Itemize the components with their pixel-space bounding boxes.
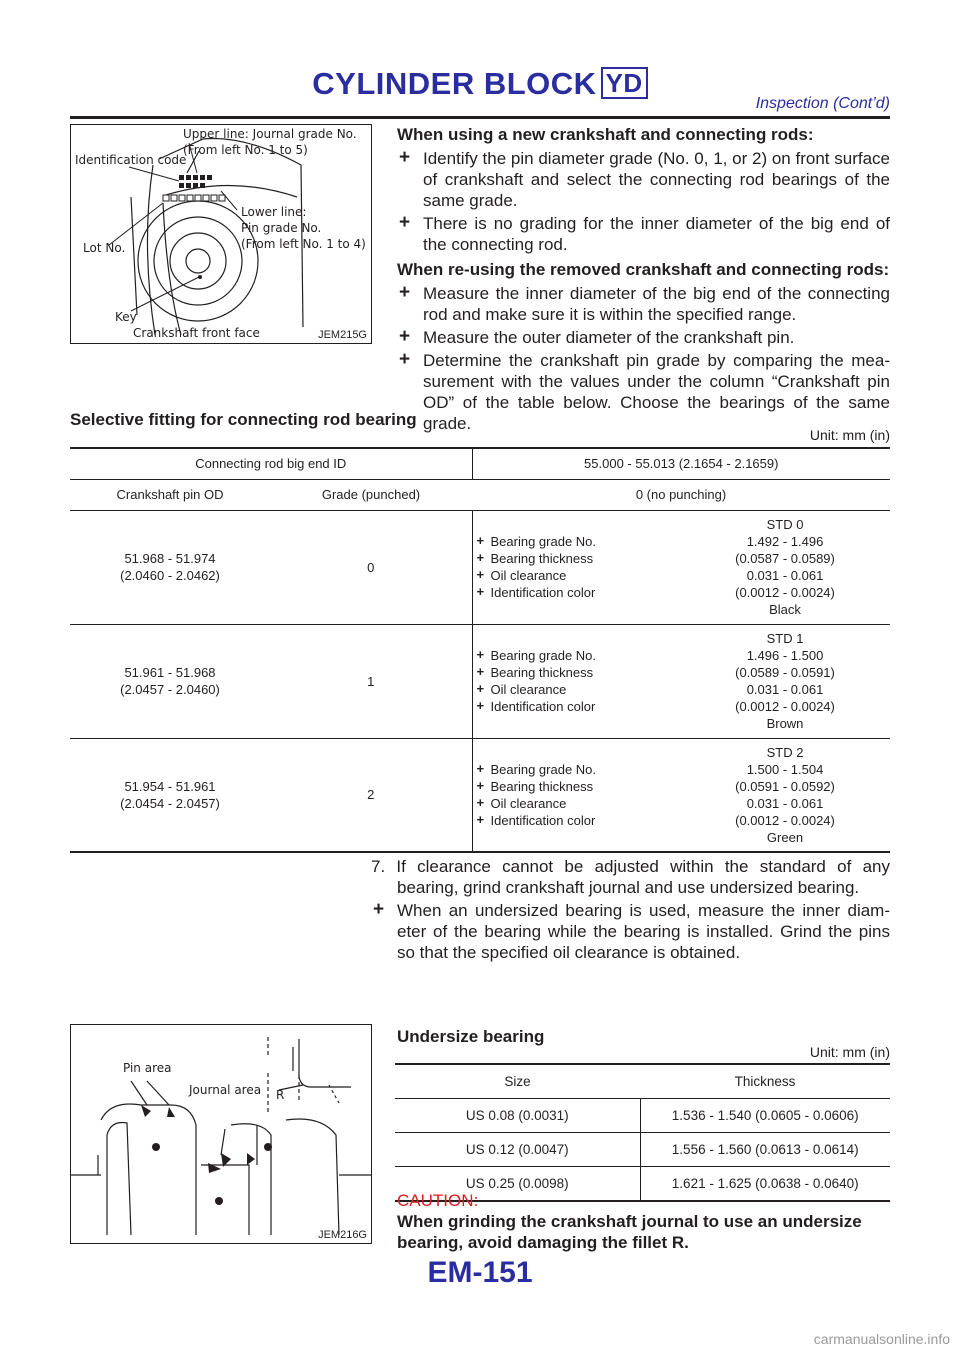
pin-od-in: (2.0457 - 2.0460) [120, 682, 220, 697]
pin-journal-area-figure [70, 1024, 372, 1244]
page-number: EM-151 [427, 1256, 533, 1289]
thickness-in: (0.0589 - 0.0591) [735, 665, 835, 680]
thickness-cell: 1.621 - 1.625 (0.0638 - 0.0640) [640, 1167, 890, 1202]
table-row [395, 1064, 890, 1099]
list-item: + Bearing thickness [477, 664, 677, 681]
identification-code-label: Identification code [75, 153, 187, 167]
bigend-value: 55.000 - 55.013 (2.1654 - 2.1659) [472, 448, 890, 479]
new-parts-heading: When using a new crankshaft and connecting rods: [397, 125, 814, 144]
lower-range-label: (From left No. 1 to 4) [241, 237, 366, 251]
pin-od-mm: 51.961 - 51.968 [124, 665, 216, 680]
lower-line-label: Lower line: [241, 205, 307, 219]
upper-line-label: Upper line: Journal grade No. [183, 127, 357, 141]
caution-text: When grinding the crankshaft journal to use an undersize bearing, avoid damaging the fillet R. [397, 1212, 862, 1252]
grade-cell: 2 [270, 738, 472, 852]
pin-od-header: Crankshaft pin OD [70, 479, 270, 510]
list-item: + Bearing grade No. [477, 647, 677, 664]
bearing-grade: STD 0 [766, 517, 804, 532]
bearing-grade: STD 1 [766, 631, 804, 646]
list-item: + Bearing thickness [477, 778, 677, 795]
clearance-mm: 0.031 - 0.061 [746, 682, 824, 697]
grade-cell: 1 [270, 624, 472, 738]
pin-od-mm: 51.954 - 51.961 [124, 778, 216, 794]
list-item: + Oil clearance [477, 681, 677, 698]
pin-od-in: (2.0454 - 2.0457) [120, 795, 220, 811]
table-row [395, 1133, 890, 1167]
pin-od-cell [70, 510, 270, 624]
table-row [395, 1099, 890, 1133]
step-7-text: 7. If clearance cannot be adjusted within the standard of any bearing, grind crankshaft journal and use undersized bearing. [371, 857, 890, 897]
pin-od-in: (2.0460 - 2.0462) [120, 568, 220, 583]
list-item: + Identify the pin diameter grade (No. 0, 1, or 2) on front surface of crankshaft and select the connecting rod bearings of the same grade. [397, 148, 890, 211]
param-list [477, 761, 677, 829]
param-list [477, 533, 677, 601]
param-cell [472, 738, 680, 852]
list-item: + Bearing thickness [477, 550, 677, 567]
thickness-cell: 1.556 - 1.560 (0.0613 - 0.0614) [640, 1133, 890, 1167]
pin-od-mm: 51.968 - 51.974 [124, 551, 216, 566]
grade-cell: 0 [270, 510, 472, 624]
figure-code: JEM216G [318, 1229, 367, 1241]
table-row [70, 479, 890, 510]
pin-area-label: Pin area [123, 1061, 172, 1075]
undersize-table-unit: Unit: mm (in) [809, 1044, 890, 1060]
clearance-in: (0.0012 - 0.0024) [735, 812, 835, 828]
selective-table-unit: Unit: mm (in) [809, 427, 890, 443]
list-item: + Bearing grade No. [477, 533, 677, 550]
header-rule [70, 116, 890, 119]
table-row [70, 738, 890, 852]
lot-no-label: Lot No. [83, 241, 126, 255]
list-item: + Measure the outer diameter of the crankshaft pin. [397, 327, 890, 348]
pin-journal-area-drawing [71, 1025, 371, 1243]
figure-code: JEM215G [318, 329, 367, 341]
list-item: + Oil clearance [477, 795, 677, 812]
crankshaft-front-face-figure [70, 124, 372, 344]
watermark-text: carmanualsonline.info [813, 1331, 950, 1347]
param-cell [472, 510, 680, 624]
list-item: + Measure the inner diameter of the big end of the connecting rod and make sure it is within the specified range. [397, 283, 890, 325]
reused-parts-heading: When re-using the removed crankshaft and connecting rods: [397, 260, 890, 279]
size-header: Size [395, 1064, 640, 1099]
size-cell: US 0.12 (0.0047) [395, 1133, 640, 1167]
upper-range-label: (From left No. 1 to 5) [183, 143, 308, 157]
list-item: + There is no grading for the inner diameter of the big end of the connecting rod. [397, 213, 890, 255]
bigend-label: Connecting rod big end ID [70, 448, 472, 479]
key-label: Key [115, 310, 137, 324]
grade-value-header: 0 (no punching) [472, 479, 890, 510]
list-item: + Identification color [477, 812, 677, 829]
fillet-r-label: R [276, 1088, 285, 1102]
identification-color: Green [766, 829, 804, 845]
list-item: + Identification color [477, 698, 677, 715]
clearance-in: (0.0012 - 0.0024) [735, 585, 835, 600]
selective-table-title: Selective fitting for connecting rod bearing [70, 410, 417, 429]
undersize-table [395, 1063, 890, 1202]
pin-od-cell [70, 624, 270, 738]
pin-od-cell [70, 738, 270, 852]
journal-area-label: Journal area [189, 1083, 262, 1097]
new-parts-list [397, 148, 890, 255]
selective-fitting-table [70, 447, 890, 853]
bearing-grade: STD 2 [766, 744, 804, 760]
list-item: + Bearing grade No. [477, 761, 677, 778]
value-cell [680, 738, 890, 852]
list-item: + Identification color [477, 584, 677, 601]
identification-color: Black [769, 602, 801, 617]
value-cell [680, 510, 890, 624]
thickness-mm: 1.500 - 1.504 [746, 761, 824, 777]
caution-block [397, 1190, 890, 1253]
reused-parts-list [397, 283, 890, 434]
new-parts-section [397, 124, 890, 436]
value-cell [680, 624, 890, 738]
param-cell [472, 624, 680, 738]
thickness-mm: 1.496 - 1.500 [746, 648, 824, 663]
thickness-in: (0.0591 - 0.0592) [735, 778, 835, 794]
list-item: + When an undersized bearing is used, measure the inner diam-eter of the bearing while the bearing is installed. Grind the pins so that the specified oil clearance is obtained. [371, 900, 890, 963]
table-row [70, 510, 890, 624]
caution-heading: CAUTION: [397, 1191, 479, 1210]
section-title: CYLINDER BLOCK [312, 66, 597, 101]
step-7-list [371, 900, 890, 963]
list-item: + Oil clearance [477, 567, 677, 584]
step-7-section [371, 856, 890, 965]
engine-badge: YD [601, 67, 648, 99]
identification-color: Brown [766, 716, 804, 731]
table-row [70, 448, 890, 479]
clearance-in: (0.0012 - 0.0024) [735, 699, 835, 714]
pin-grade-label: Pin grade No. [241, 221, 322, 235]
list-item: + Determine the crankshaft pin grade by comparing the mea-surement with the values under the column “Crankshaft pin OD” of the table below. Choose the bearings of the same grade. [397, 350, 890, 434]
table-row [70, 624, 890, 738]
thickness-cell: 1.536 - 1.540 (0.0605 - 0.0606) [640, 1099, 890, 1133]
thickness-header: Thickness [640, 1064, 890, 1099]
thickness-in: (0.0587 - 0.0589) [735, 551, 835, 566]
clearance-mm: 0.031 - 0.061 [746, 568, 824, 583]
page-subtitle: Inspection (Cont’d) [755, 95, 890, 112]
undersize-table-title: Undersize bearing [397, 1027, 545, 1046]
clearance-mm: 0.031 - 0.061 [746, 795, 824, 811]
size-cell: US 0.25 (0.0098) [395, 1167, 640, 1202]
size-cell: US 0.08 (0.0031) [395, 1099, 640, 1133]
param-list [477, 647, 677, 715]
thickness-mm: 1.492 - 1.496 [746, 534, 824, 549]
grade-header: Grade (punched) [270, 479, 472, 510]
front-face-label: Crankshaft front face [133, 326, 260, 340]
